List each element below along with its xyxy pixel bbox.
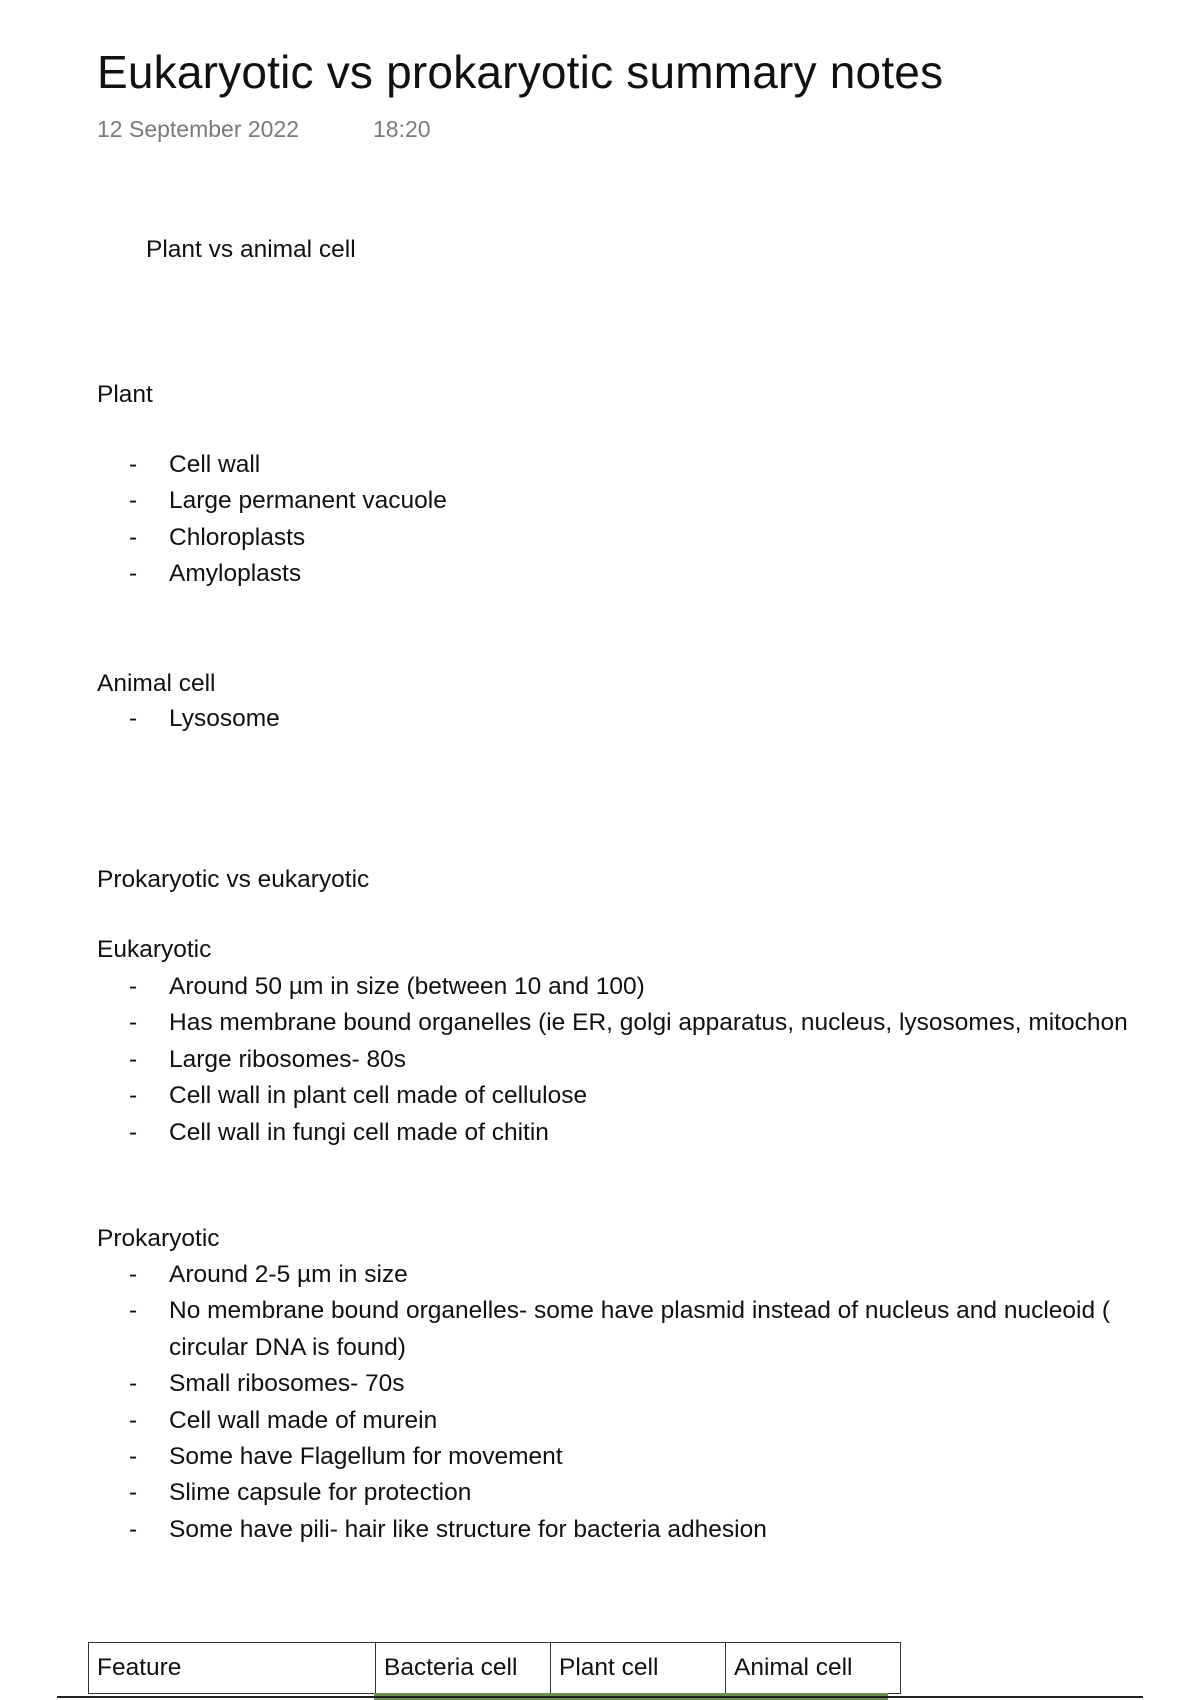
list-marker: - (129, 560, 138, 588)
list-item: - Large permanent vacuole (125, 483, 447, 519)
list-marker: - (129, 973, 138, 1000)
list-item: - Some have pili- hair like structure for bacteria adhesion (125, 1512, 1110, 1548)
list-item: - Has membrane bound organelles (ie ER, golgi apparatus, nucleus, lysosomes, mitochon (125, 1005, 1128, 1041)
table-header-feature: Feature (89, 1643, 376, 1694)
list-marker: - (129, 1082, 138, 1110)
list-marker: - (129, 523, 138, 551)
list-marker: - (129, 1479, 138, 1507)
list-marker: - (129, 487, 138, 515)
list-marker: - (129, 1009, 138, 1037)
list-marker: - (129, 1515, 138, 1543)
list-marker: - (129, 1370, 138, 1398)
table-header-plant-cell: Plant cell (551, 1643, 726, 1694)
list-marker: - (129, 1297, 138, 1325)
list-marker: - (129, 1443, 138, 1471)
note-date: 12 September 2022 (97, 116, 300, 142)
list-item: - Cell wall made of murein (125, 1403, 1110, 1439)
table-header-bacteria-cell: Bacteria cell (376, 1643, 551, 1694)
list-item: - No membrane bound organelles- some have plasmid instead of nucleus and nucleoid ( circular DNA is found) (125, 1293, 1110, 1366)
eukaryotic-heading: Eukaryotic (97, 936, 212, 963)
bottom-rule (57, 1696, 1143, 1698)
plant-heading: Plant (97, 381, 153, 408)
list-item: - Slime capsule for protection (125, 1475, 1110, 1511)
list-item: - Around 50 µm in size (between 10 and 100) (125, 969, 1128, 1005)
section-heading-plant-vs-animal: Plant vs animal cell (146, 236, 356, 263)
prokaryotic-list (125, 1257, 1110, 1548)
list-marker: - (129, 705, 138, 732)
prokaryotic-heading: Prokaryotic (97, 1225, 220, 1252)
animal-heading: Animal cell (97, 670, 216, 697)
list-marker: - (129, 1406, 138, 1434)
page-title: Eukaryotic vs prokaryotic summary notes (97, 46, 944, 98)
list-marker: - (129, 451, 138, 478)
table-header-row (89, 1643, 901, 1694)
list-item: - Cell wall (125, 447, 447, 483)
section-heading-prokaryotic-vs-eukaryotic: Prokaryotic vs eukaryotic (97, 866, 370, 893)
list-item: - Cell wall in plant cell made of cellulose (125, 1078, 1128, 1114)
plant-list (125, 447, 447, 593)
list-marker: - (129, 1045, 138, 1073)
list-item: - Small ribosomes- 70s (125, 1366, 1110, 1402)
note-time: 18:20 (373, 116, 431, 142)
eukaryotic-list (125, 969, 1128, 1151)
list-item: - Some have Flagellum for movement (125, 1439, 1110, 1475)
list-marker: - (129, 1118, 138, 1146)
list-item: - Chloroplasts (125, 520, 447, 556)
animal-list (125, 701, 280, 737)
list-item: - Around 2-5 µm in size (125, 1257, 1110, 1293)
list-item: - Lysosome (125, 701, 280, 737)
list-marker: - (129, 1261, 138, 1288)
list-item: - Amyloplasts (125, 556, 447, 592)
list-item: - Large ribosomes- 80s (125, 1042, 1128, 1078)
list-item: - Cell wall in fungi cell made of chitin (125, 1115, 1128, 1151)
table-header-animal-cell: Animal cell (726, 1643, 901, 1694)
feature-comparison-table (88, 1642, 901, 1694)
